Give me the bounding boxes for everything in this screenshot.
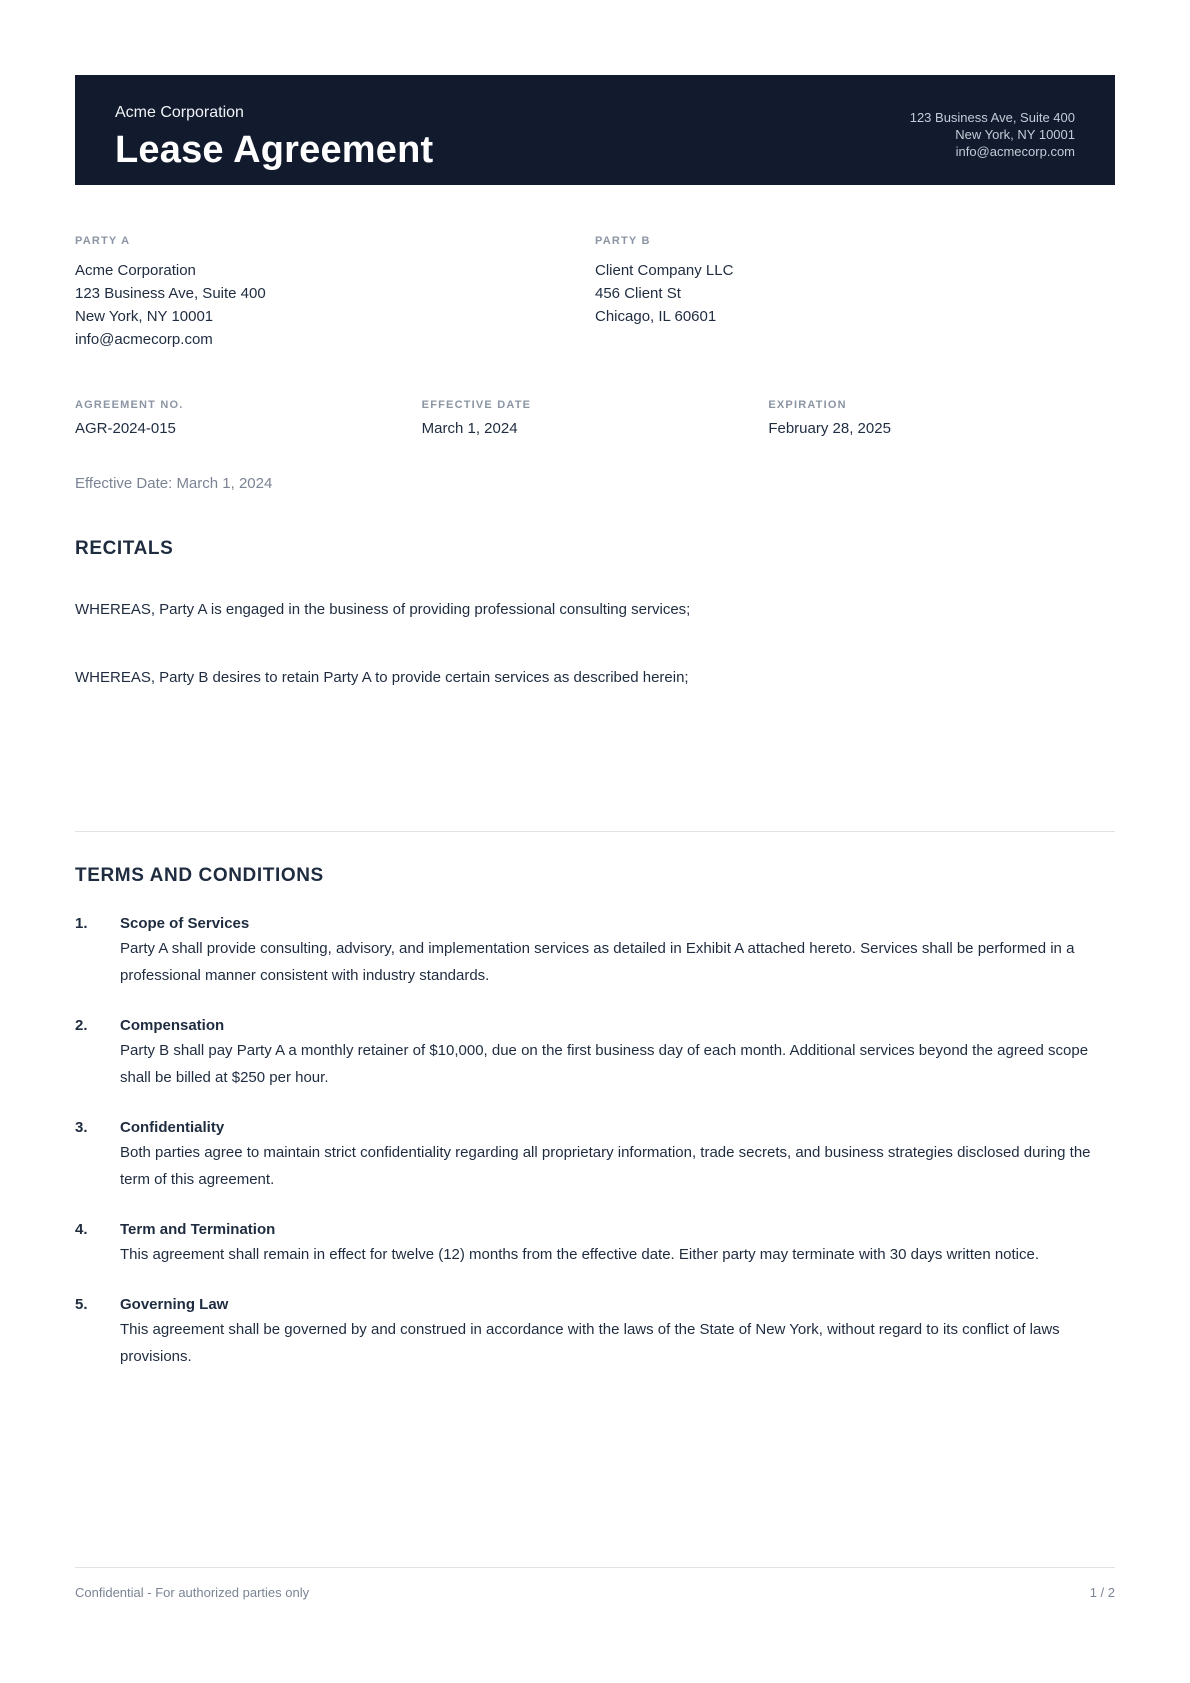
party-a-block [75, 235, 595, 351]
term-title: Compensation [120, 1017, 225, 1034]
party-a-label: PARTY A [75, 235, 131, 247]
effective-date-value: March 1, 2024 [421, 420, 518, 437]
term-number: 1. [75, 915, 88, 932]
party-b-label: PARTY B [595, 235, 651, 247]
term-number: 5. [75, 1296, 88, 1313]
agreement-meta-section [75, 399, 1115, 437]
party-b-address-line: Chicago, IL 60601 [595, 308, 717, 325]
term-number: 4. [75, 1221, 88, 1238]
term-title: Governing Law [120, 1296, 229, 1313]
term-item-scope-of-services [75, 913, 1115, 989]
term-item-term-and-termination [75, 1219, 1115, 1268]
parties-section [75, 235, 1115, 351]
term-number: 2. [75, 1017, 88, 1034]
term-item-compensation [75, 1015, 1115, 1091]
term-content [120, 1219, 1115, 1268]
party-a-address-line: 123 Business Ave, Suite 400 [75, 285, 266, 302]
document-header-banner [75, 75, 1115, 185]
effective-date-block [422, 399, 769, 437]
recital-paragraph: WHEREAS, Party A is engaged in the business of providing professional consulting services; [75, 601, 691, 618]
party-b-block [595, 235, 1115, 351]
term-body: This agreement shall remain in effect for twelve (12) months from the effective date. Either party may terminate with 30 days written notice. [120, 1246, 1040, 1263]
header-address-line: 123 Business Ave, Suite 400 [909, 110, 1075, 125]
term-body: Both parties agree to maintain strict confidentiality regarding all proprietary information, trade secrets, and business strategies disclosed during the term of this agreement. [120, 1144, 1091, 1188]
footer-confidential-note: Confidential - For authorized parties only [75, 1585, 310, 1600]
party-b-name: Client Company LLC [595, 262, 734, 279]
term-title: Term and Termination [120, 1221, 276, 1238]
term-item-confidentiality [75, 1117, 1115, 1193]
header-left [115, 104, 434, 171]
section-divider [75, 831, 1115, 832]
effective-date-note: Effective Date: March 1, 2024 [75, 475, 273, 492]
recitals-section [75, 538, 1115, 689]
terms-list [75, 913, 1115, 1370]
expiration-label: EXPIRATION [768, 399, 847, 411]
terms-section [75, 865, 1115, 1370]
party-a-address-line: New York, NY 10001 [75, 308, 214, 325]
header-address-block [910, 107, 1075, 169]
term-body: This agreement shall be governed by and construed in accordance with the laws of the State of New York, without regard to its conflict of laws provisions. [120, 1321, 1060, 1365]
term-body: Party A shall provide consulting, advisory, and implementation services as detailed in Exhibit A attached hereto. Services shall be performed in a professional manner consistent with industry standards. [120, 940, 1075, 984]
expiration-block [768, 399, 1115, 437]
expiration-value: February 28, 2025 [768, 420, 891, 437]
agreement-number-value: AGR-2024-015 [75, 420, 176, 437]
document-footer [75, 1567, 1115, 1600]
header-address-line: New York, NY 10001 [955, 127, 1075, 142]
term-number: 3. [75, 1119, 88, 1136]
recitals-heading: RECITALS [75, 538, 174, 559]
term-body: Party B shall pay Party A a monthly retainer of $10,000, due on the first business day of each month. Additional services beyond the agreed scope shall be billed at $250 per hour. [120, 1042, 1089, 1086]
header-company-name: Acme Corporation [115, 104, 244, 121]
term-content [120, 1015, 1115, 1091]
effective-date-label: EFFECTIVE DATE [421, 399, 532, 411]
term-content [120, 1294, 1115, 1370]
party-b-address-line: 456 Client St [595, 285, 681, 302]
terms-heading: TERMS AND CONDITIONS [75, 865, 324, 886]
term-item-governing-law [75, 1294, 1115, 1370]
term-content [120, 1117, 1115, 1193]
recital-paragraph: WHEREAS, Party B desires to retain Party A to provide certain services as described herein; [75, 668, 689, 686]
party-a-name: Acme Corporation [75, 262, 196, 279]
footer-page-number: 1 / 2 [1089, 1585, 1115, 1600]
term-title: Confidentiality [120, 1119, 225, 1136]
term-content [120, 913, 1115, 989]
header-address-line: info@acmecorp.com [955, 144, 1075, 159]
agreement-number-label: AGREEMENT NO. [75, 399, 184, 411]
term-title: Scope of Services [120, 915, 250, 932]
party-a-email: info@acmecorp.com [75, 331, 213, 348]
document-title: Lease Agreement [115, 129, 434, 171]
agreement-number-block [75, 399, 422, 437]
